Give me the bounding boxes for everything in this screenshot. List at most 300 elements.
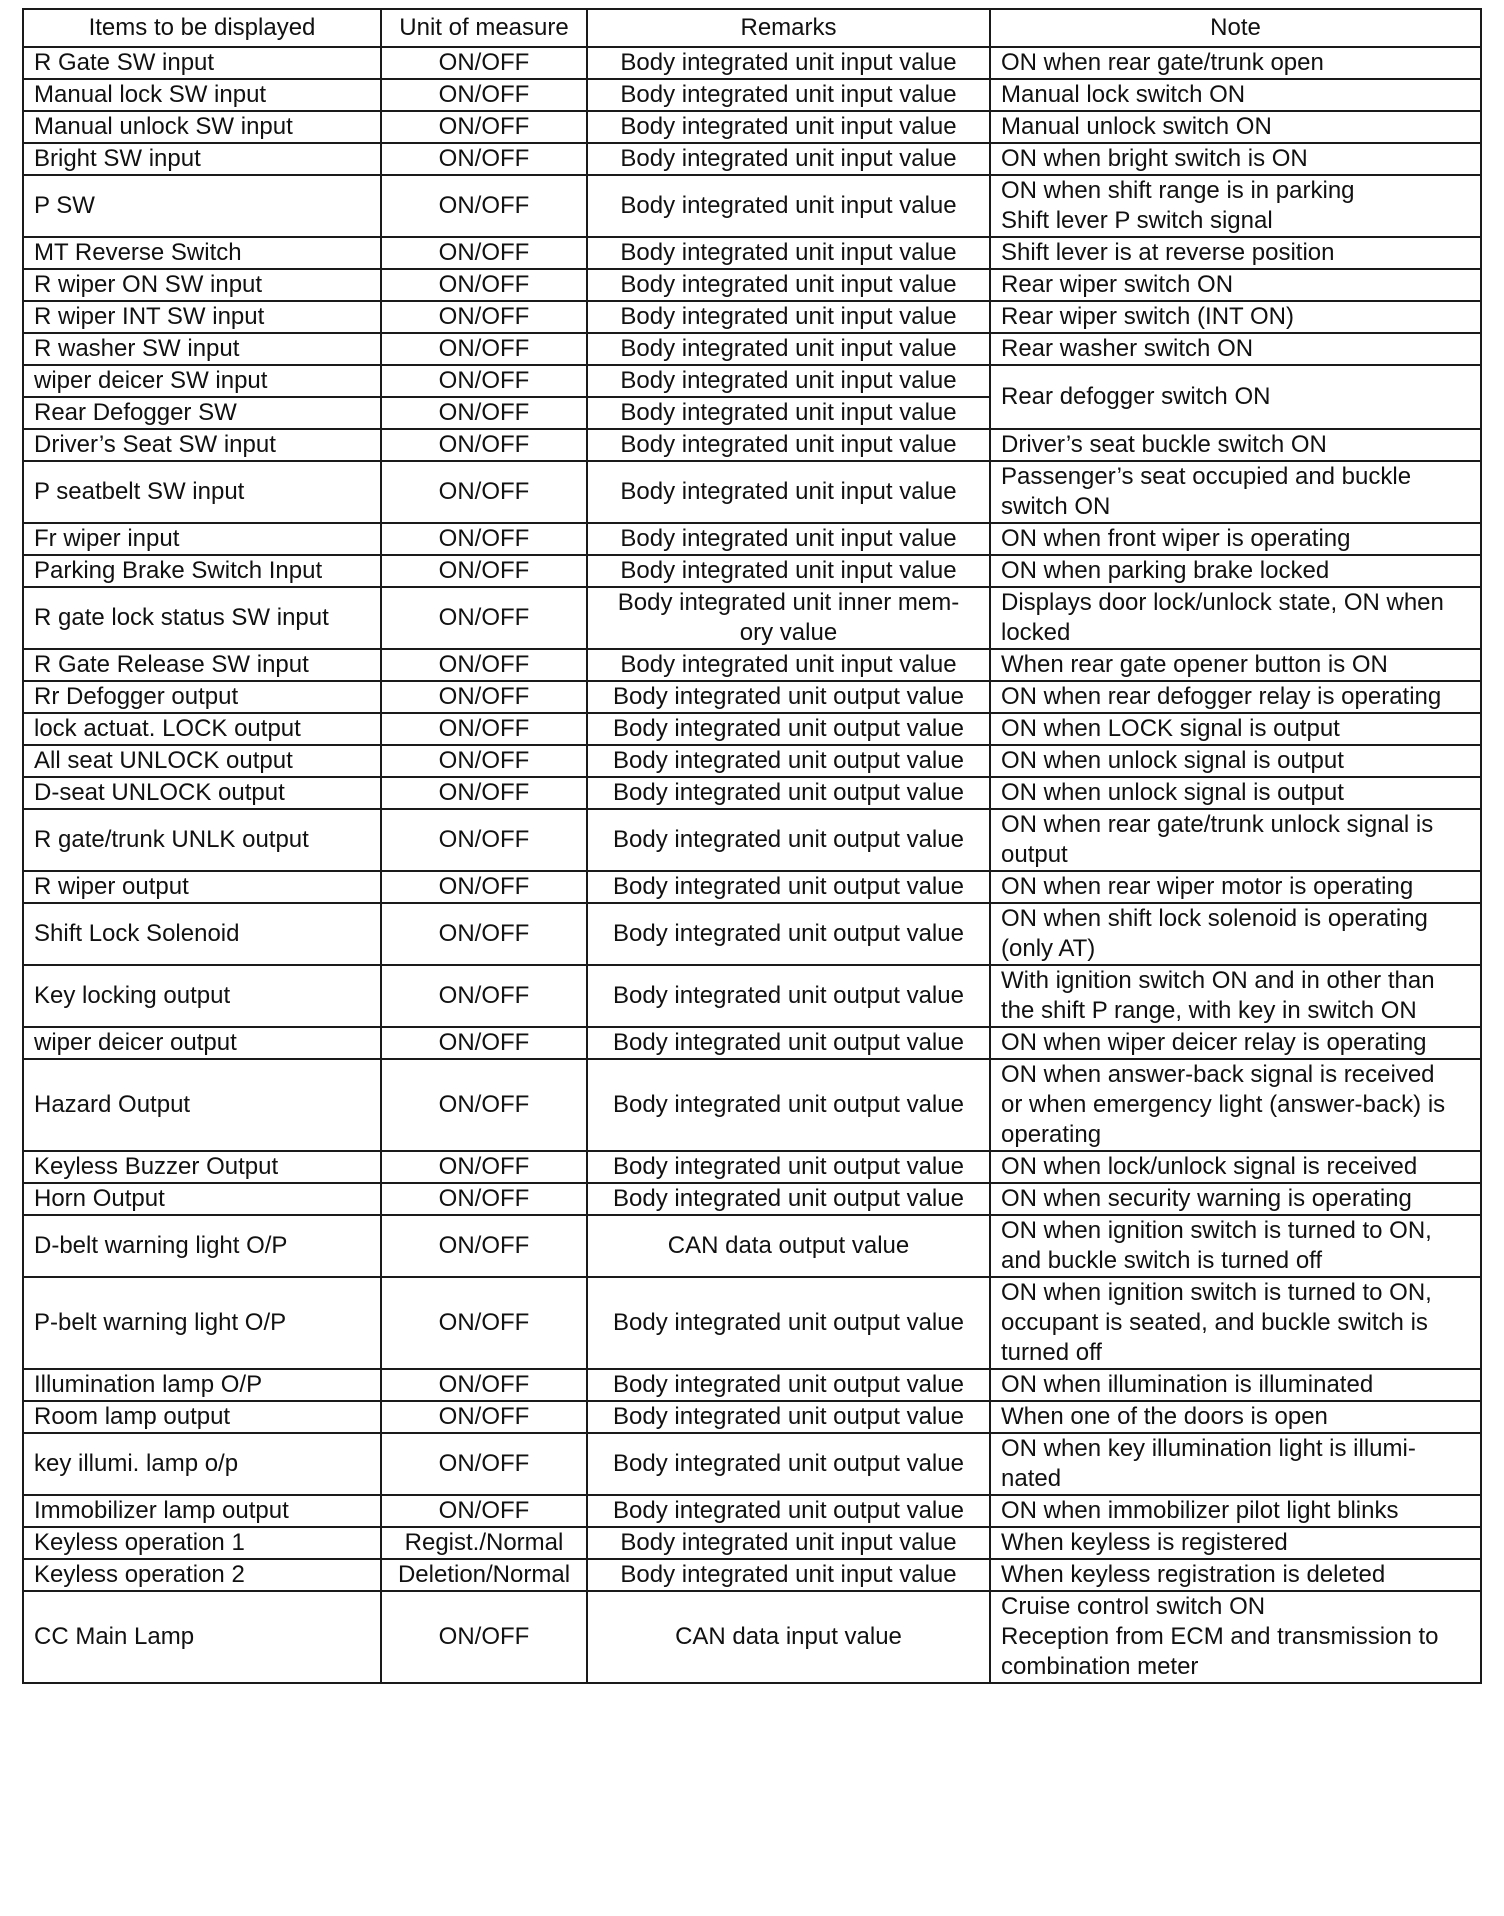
- note-cell: [990, 649, 1481, 681]
- remark-cell-line: Body integrated unit input value: [620, 113, 957, 140]
- table-row: [23, 777, 1481, 809]
- item-cell: [23, 461, 381, 523]
- unit-cell: [381, 871, 587, 903]
- item-cell-line: key illumi. lamp o/p: [34, 1450, 239, 1477]
- item-cell: [23, 745, 381, 777]
- table-row: [23, 681, 1481, 713]
- unit-cell: [381, 587, 587, 649]
- remark-cell: [587, 237, 990, 269]
- header-note: Note: [990, 9, 1481, 47]
- remark-cell-line: Body integrated unit input value: [620, 335, 957, 362]
- item-cell-line: Keyless Buzzer Output: [34, 1153, 279, 1180]
- unit-cell-line: ON/OFF: [438, 478, 530, 505]
- note-cell-line: operating: [1001, 1121, 1102, 1148]
- unit-cell: [381, 1495, 587, 1527]
- unit-cell-line: ON/OFF: [438, 367, 530, 394]
- remark-cell-line: Body integrated unit output value: [613, 1497, 964, 1524]
- item-cell-line: R Gate Release SW input: [34, 651, 309, 678]
- note-cell: [990, 1183, 1481, 1215]
- item-cell-line: D-seat UNLOCK output: [34, 779, 285, 806]
- unit-cell: [381, 429, 587, 461]
- remark-cell-line: Body integrated unit output value: [613, 715, 964, 742]
- remark-cell-line: Body integrated unit input value: [620, 431, 957, 458]
- note-cell: [990, 1277, 1481, 1369]
- item-cell-line: Fr wiper input: [34, 525, 180, 552]
- table-row: [23, 809, 1481, 871]
- note-cell-line: Rear washer switch ON: [1001, 335, 1254, 362]
- unit-cell-line: ON/OFF: [438, 1091, 530, 1118]
- note-cell-line: or when emergency light (answer-back) is: [1001, 1091, 1446, 1118]
- unit-cell: [381, 111, 587, 143]
- item-cell-line: Hazard Output: [34, 1091, 191, 1118]
- item-cell-line: Driver’s Seat SW input: [34, 431, 276, 458]
- remark-cell: [587, 1059, 990, 1151]
- note-cell-line: ON when security warning is operating: [1001, 1185, 1412, 1212]
- unit-cell: [381, 1027, 587, 1059]
- note-cell-line: occupant is seated, and buckle switch is: [1001, 1309, 1428, 1336]
- note-cell: [990, 1495, 1481, 1527]
- item-cell: [23, 713, 381, 745]
- item-cell: [23, 79, 381, 111]
- note-cell-line: ON when lock/unlock signal is received: [1001, 1153, 1418, 1180]
- note-cell: [990, 587, 1481, 649]
- unit-cell-line: ON/OFF: [438, 113, 530, 140]
- table-row: [23, 649, 1481, 681]
- item-cell: [23, 397, 381, 429]
- unit-cell: [381, 47, 587, 79]
- remark-cell-line: Body integrated unit output value: [613, 1403, 964, 1430]
- note-cell: [990, 143, 1481, 175]
- note-cell: [990, 809, 1481, 871]
- unit-cell: [381, 333, 587, 365]
- item-cell: [23, 1215, 381, 1277]
- remark-cell: [587, 809, 990, 871]
- item-cell-line: Room lamp output: [34, 1403, 231, 1430]
- remark-cell: [587, 111, 990, 143]
- remark-cell-line: Body integrated unit input value: [620, 303, 957, 330]
- item-cell-line: wiper deicer output: [34, 1029, 237, 1056]
- unit-cell-line: ON/OFF: [438, 920, 530, 947]
- item-cell: [23, 237, 381, 269]
- item-cell-line: Key locking output: [34, 982, 231, 1009]
- remark-cell-line: CAN data input value: [675, 1623, 902, 1650]
- unit-cell-line: Regist./Normal: [404, 1529, 564, 1556]
- item-cell-line: Rear Defogger SW: [34, 399, 237, 426]
- item-cell-line: R gate lock status SW input: [34, 604, 329, 631]
- unit-cell-line: ON/OFF: [438, 1185, 530, 1212]
- unit-cell: [381, 809, 587, 871]
- remark-cell: [587, 903, 990, 965]
- remark-cell-line: Body integrated unit output value: [613, 982, 964, 1009]
- unit-cell: [381, 713, 587, 745]
- note-cell-line: the shift P range, with key in switch ON: [1001, 997, 1417, 1024]
- remark-cell-line: Body integrated unit output value: [613, 1185, 964, 1212]
- remark-cell: [587, 429, 990, 461]
- item-cell: [23, 1369, 381, 1401]
- unit-cell-line: ON/OFF: [438, 1371, 530, 1398]
- note-cell-line: ON when rear wiper motor is operating: [1001, 873, 1414, 900]
- unit-cell-line: ON/OFF: [438, 239, 530, 266]
- unit-cell-line: ON/OFF: [438, 303, 530, 330]
- note-cell-line: Shift lever is at reverse position: [1001, 239, 1335, 266]
- remark-cell-line: Body integrated unit input value: [620, 478, 957, 505]
- note-cell-line: ON when wiper deicer relay is operating: [1001, 1029, 1427, 1056]
- remark-cell-line: Body integrated unit output value: [613, 920, 964, 947]
- unit-cell: [381, 649, 587, 681]
- remark-cell: [587, 1151, 990, 1183]
- note-cell: [990, 555, 1481, 587]
- unit-cell: [381, 1277, 587, 1369]
- note-cell-line: ON when shift lock solenoid is operating: [1001, 905, 1428, 932]
- note-cell-line: Manual unlock switch ON: [1001, 113, 1272, 140]
- unit-cell-line: ON/OFF: [438, 1232, 530, 1259]
- remark-cell-line: Body integrated unit input value: [620, 192, 957, 219]
- item-cell-line: All seat UNLOCK output: [34, 747, 293, 774]
- item-cell: [23, 555, 381, 587]
- item-cell: [23, 965, 381, 1027]
- remark-cell: [587, 713, 990, 745]
- unit-cell-line: ON/OFF: [438, 1623, 530, 1650]
- remark-cell: [587, 461, 990, 523]
- item-cell-line: R wiper ON SW input: [34, 271, 263, 298]
- item-cell-line: lock actuat. LOCK output: [34, 715, 301, 742]
- item-cell-line: R Gate SW input: [34, 49, 215, 76]
- item-cell: [23, 587, 381, 649]
- table-row: [23, 1277, 1481, 1369]
- unit-cell: [381, 365, 587, 397]
- note-cell: [990, 1027, 1481, 1059]
- remark-cell: [587, 777, 990, 809]
- note-cell-line: nated: [1001, 1465, 1062, 1492]
- remark-cell-line: ory value: [739, 619, 838, 646]
- item-cell-line: Manual lock SW input: [34, 81, 267, 108]
- remark-cell: [587, 523, 990, 555]
- note-cell: [990, 79, 1481, 111]
- note-cell-line: ON when rear gate/trunk open: [1001, 49, 1324, 76]
- note-cell-line: Passenger’s seat occupied and buckle: [1001, 463, 1412, 490]
- remark-cell: [587, 269, 990, 301]
- table-row: [23, 1591, 1481, 1683]
- unit-cell: [381, 301, 587, 333]
- item-cell: [23, 301, 381, 333]
- unit-cell: [381, 1215, 587, 1277]
- remark-cell: [587, 1277, 990, 1369]
- unit-cell-line: ON/OFF: [438, 192, 530, 219]
- note-cell-line: ON when unlock signal is output: [1001, 747, 1344, 774]
- item-cell-line: Shift Lock Solenoid: [34, 920, 240, 947]
- note-cell-line: ON when parking brake locked: [1001, 557, 1330, 584]
- remark-cell: [587, 965, 990, 1027]
- unit-cell: [381, 1591, 587, 1683]
- unit-cell: [381, 397, 587, 429]
- item-cell: [23, 809, 381, 871]
- unit-cell-line: ON/OFF: [438, 715, 530, 742]
- item-cell: [23, 143, 381, 175]
- item-cell-line: R washer SW input: [34, 335, 240, 362]
- unit-cell-line: ON/OFF: [438, 779, 530, 806]
- unit-cell-line: ON/OFF: [438, 1450, 530, 1477]
- unit-cell-line: ON/OFF: [438, 49, 530, 76]
- remark-cell-line: Body integrated unit input value: [620, 145, 957, 172]
- note-cell-line: When one of the doors is open: [1001, 1403, 1328, 1430]
- item-cell-line: CC Main Lamp: [34, 1623, 195, 1650]
- remark-cell-line: Body integrated unit output value: [613, 826, 964, 853]
- remark-cell: [587, 143, 990, 175]
- unit-cell: [381, 1151, 587, 1183]
- item-cell: [23, 47, 381, 79]
- table-row: [23, 871, 1481, 903]
- item-cell-line: P SW: [34, 192, 95, 219]
- item-cell-line: R wiper INT SW input: [34, 303, 265, 330]
- header-unit: Unit of measure: [381, 9, 587, 47]
- table-header-row: [23, 9, 1481, 47]
- unit-cell-line: ON/OFF: [438, 1497, 530, 1524]
- unit-cell-line: ON/OFF: [438, 747, 530, 774]
- note-cell-line: switch ON: [1001, 493, 1111, 520]
- note-cell: [990, 111, 1481, 143]
- remark-cell: [587, 397, 990, 429]
- unit-cell-line: ON/OFF: [438, 683, 530, 710]
- table-row: [23, 1527, 1481, 1559]
- item-cell: [23, 903, 381, 965]
- unit-cell: [381, 903, 587, 965]
- table-row: [23, 523, 1481, 555]
- note-cell-line: When keyless is registered: [1001, 1529, 1288, 1556]
- remark-cell-line: Body integrated unit input value: [620, 1529, 957, 1556]
- note-cell: [990, 1215, 1481, 1277]
- note-cell: [990, 269, 1481, 301]
- item-cell-line: Rr Defogger output: [34, 683, 239, 710]
- note-cell-line: Rear wiper switch (INT ON): [1001, 303, 1294, 330]
- unit-cell: [381, 681, 587, 713]
- table-row: [23, 1183, 1481, 1215]
- note-cell-line: ON when rear defogger relay is operating: [1001, 683, 1442, 710]
- remark-cell: [587, 1369, 990, 1401]
- unit-cell-line: ON/OFF: [438, 271, 530, 298]
- remark-cell-line: Body integrated unit input value: [620, 271, 957, 298]
- remark-cell: [587, 1183, 990, 1215]
- note-cell: [990, 429, 1481, 461]
- remark-cell-line: Body integrated unit input value: [620, 1561, 957, 1588]
- item-cell-line: Immobilizer lamp output: [34, 1497, 289, 1524]
- remark-cell-line: CAN data output value: [667, 1232, 910, 1259]
- note-cell: [990, 1433, 1481, 1495]
- table-row: [23, 1401, 1481, 1433]
- note-cell-line: output: [1001, 841, 1068, 868]
- item-cell: [23, 111, 381, 143]
- unit-cell-line: ON/OFF: [438, 826, 530, 853]
- remark-cell: [587, 1027, 990, 1059]
- remark-cell: [587, 1495, 990, 1527]
- note-cell: [990, 745, 1481, 777]
- table-row: [23, 1433, 1481, 1495]
- unit-cell: [381, 1559, 587, 1591]
- note-cell: [990, 681, 1481, 713]
- item-cell-line: Illumination lamp O/P: [34, 1371, 263, 1398]
- note-cell-line: Shift lever P switch signal: [1001, 207, 1273, 234]
- table-row: [23, 333, 1481, 365]
- unit-cell-line: ON/OFF: [438, 1029, 530, 1056]
- remark-cell-line: Body integrated unit output value: [613, 873, 964, 900]
- item-cell: [23, 871, 381, 903]
- remark-cell: [587, 1527, 990, 1559]
- item-cell: [23, 365, 381, 397]
- note-cell-line: ON when ignition switch is turned to ON,: [1001, 1217, 1432, 1244]
- note-cell-line: combination meter: [1001, 1653, 1199, 1680]
- table-row: [23, 555, 1481, 587]
- item-cell-line: P-belt warning light O/P: [34, 1309, 287, 1336]
- unit-cell-line: Deletion/Normal: [397, 1561, 571, 1588]
- remark-cell-line: Body integrated unit input value: [620, 367, 957, 394]
- note-cell: [990, 1151, 1481, 1183]
- unit-cell: [381, 175, 587, 237]
- item-cell: [23, 681, 381, 713]
- item-cell-line: R wiper output: [34, 873, 189, 900]
- note-cell-line: ON when shift range is in parking: [1001, 177, 1355, 204]
- item-cell: [23, 269, 381, 301]
- remark-cell-line: Body integrated unit input value: [620, 49, 957, 76]
- unit-cell: [381, 1433, 587, 1495]
- item-cell: [23, 1591, 381, 1683]
- item-cell: [23, 1059, 381, 1151]
- note-cell-line: Rear defogger switch ON: [1001, 383, 1271, 410]
- unit-cell: [381, 237, 587, 269]
- item-cell: [23, 175, 381, 237]
- table-row: [23, 269, 1481, 301]
- remark-cell-line: Body integrated unit output value: [613, 747, 964, 774]
- unit-cell-line: ON/OFF: [438, 145, 530, 172]
- unit-cell: [381, 1059, 587, 1151]
- table-row: [23, 745, 1481, 777]
- item-cell: [23, 1183, 381, 1215]
- note-cell-line: When keyless registration is deleted: [1001, 1561, 1386, 1588]
- note-cell-line: Displays door lock/unlock state, ON when: [1001, 589, 1444, 616]
- note-cell: [990, 1059, 1481, 1151]
- note-cell-line: Rear wiper switch ON: [1001, 271, 1234, 298]
- remark-cell: [587, 365, 990, 397]
- remark-cell-line: Body integrated unit output value: [613, 1309, 964, 1336]
- table-row: [23, 429, 1481, 461]
- remark-cell-line: Body integrated unit output value: [613, 779, 964, 806]
- remark-cell-line: Body integrated unit input value: [620, 525, 957, 552]
- item-cell-line: MT Reverse Switch: [34, 239, 242, 266]
- item-cell: [23, 1027, 381, 1059]
- remark-cell: [587, 587, 990, 649]
- note-cell: [990, 1559, 1481, 1591]
- unit-cell-line: ON/OFF: [438, 604, 530, 631]
- note-cell: [990, 1401, 1481, 1433]
- unit-cell: [381, 965, 587, 1027]
- remark-cell-line: Body integrated unit output value: [613, 1091, 964, 1118]
- remark-cell: [587, 1591, 990, 1683]
- note-cell: [990, 461, 1481, 523]
- item-cell: [23, 1527, 381, 1559]
- note-cell-line: Manual lock switch ON: [1001, 81, 1246, 108]
- unit-cell: [381, 461, 587, 523]
- note-cell-line: (only AT): [1001, 935, 1096, 962]
- remark-cell: [587, 1433, 990, 1495]
- remark-cell-line: Body integrated unit input value: [620, 399, 957, 426]
- remark-cell-line: Body integrated unit input value: [620, 239, 957, 266]
- note-cell-line: ON when bright switch is ON: [1001, 145, 1308, 172]
- unit-cell-line: ON/OFF: [438, 431, 530, 458]
- remark-cell-line: Body integrated unit output value: [613, 683, 964, 710]
- unit-cell: [381, 1527, 587, 1559]
- note-cell-line: ON when LOCK signal is output: [1001, 715, 1340, 742]
- note-cell: [990, 333, 1481, 365]
- remark-cell-line: Body integrated unit inner mem-: [617, 589, 960, 616]
- item-cell-line: D-belt warning light O/P: [34, 1232, 288, 1259]
- table-row: [23, 1369, 1481, 1401]
- unit-cell-line: ON/OFF: [438, 1309, 530, 1336]
- item-cell-line: Horn Output: [34, 1185, 165, 1212]
- table-row: [23, 587, 1481, 649]
- note-cell: [990, 965, 1481, 1027]
- table-row: [23, 365, 1481, 397]
- table-row: [23, 1495, 1481, 1527]
- item-cell: [23, 429, 381, 461]
- remark-cell: [587, 745, 990, 777]
- item-cell-line: P seatbelt SW input: [34, 478, 245, 505]
- item-cell: [23, 1559, 381, 1591]
- remark-cell: [587, 1401, 990, 1433]
- item-cell-line: Manual unlock SW input: [34, 113, 293, 140]
- table-row: [23, 965, 1481, 1027]
- note-cell: [990, 1527, 1481, 1559]
- remark-cell: [587, 333, 990, 365]
- note-cell-line: Cruise control switch ON: [1001, 1593, 1266, 1620]
- note-cell: [990, 237, 1481, 269]
- item-cell: [23, 1277, 381, 1369]
- note-cell-line: and buckle switch is turned off: [1001, 1247, 1323, 1274]
- note-cell-line: ON when front wiper is operating: [1001, 525, 1351, 552]
- table-row: [23, 713, 1481, 745]
- table-row: [23, 1059, 1481, 1151]
- remark-cell: [587, 871, 990, 903]
- item-cell: [23, 1495, 381, 1527]
- table-row: [23, 1215, 1481, 1277]
- item-cell-line: wiper deicer SW input: [34, 367, 268, 394]
- item-cell-line: Keyless operation 2: [34, 1561, 245, 1588]
- note-cell: [990, 47, 1481, 79]
- note-cell: [990, 777, 1481, 809]
- remark-cell-line: Body integrated unit input value: [620, 81, 957, 108]
- remark-cell-line: Body integrated unit output value: [613, 1153, 964, 1180]
- unit-cell: [381, 79, 587, 111]
- unit-cell: [381, 1183, 587, 1215]
- note-cell-line: ON when illumination is illuminated: [1001, 1371, 1374, 1398]
- unit-cell-line: ON/OFF: [438, 982, 530, 1009]
- unit-cell-line: ON/OFF: [438, 335, 530, 362]
- remark-cell-line: Body integrated unit input value: [620, 651, 957, 678]
- table-row: [23, 903, 1481, 965]
- table-row: [23, 461, 1481, 523]
- remark-cell: [587, 1215, 990, 1277]
- unit-cell-line: ON/OFF: [438, 81, 530, 108]
- note-cell: [990, 301, 1481, 333]
- data-items-table: [22, 8, 1482, 1684]
- note-cell-line: locked: [1001, 619, 1071, 646]
- note-cell-line: With ignition switch ON and in other than: [1001, 967, 1435, 994]
- note-cell: [990, 903, 1481, 965]
- note-cell-line: Reception from ECM and transmission to: [1001, 1623, 1439, 1650]
- remark-cell: [587, 301, 990, 333]
- unit-cell-line: ON/OFF: [438, 651, 530, 678]
- item-cell-line: Bright SW input: [34, 145, 201, 172]
- unit-cell-line: ON/OFF: [438, 1153, 530, 1180]
- note-cell-line: ON when ignition switch is turned to ON,: [1001, 1279, 1432, 1306]
- remark-cell: [587, 555, 990, 587]
